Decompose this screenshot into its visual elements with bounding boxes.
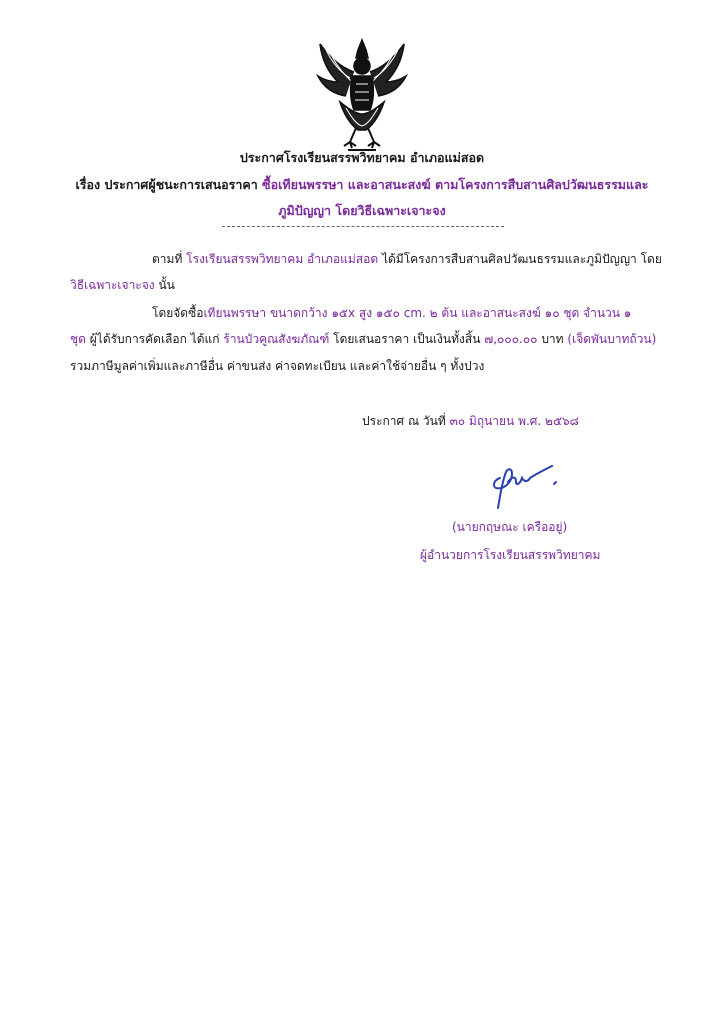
- p2-amount-words: (เจ็ดพันบาทถ้วน): [567, 332, 657, 346]
- p2-tax-note: รวมภาษีมูลค่าเพิ่มและภาษีอื่น ค่าขนส่ง ค่าจดทะเบียน และค่าใช้จ่ายอื่น ๆ ทั้งปวง: [70, 359, 485, 373]
- p2-currency: บาท: [537, 332, 568, 346]
- signatory-position: [420, 546, 600, 565]
- p2-prefix: โดยจัดซื้อ: [152, 306, 204, 320]
- date-prefix: ประกาศ ณ วันที่: [362, 414, 450, 428]
- announcement-title-text: ประกาศโรงเรียนสรรพวิทยาคม อำเภอแม่สอด: [239, 150, 485, 165]
- p1-end: นั้น: [154, 278, 175, 292]
- signatory-name-text: (นายกฤษณะ เครืออยู่): [452, 520, 568, 534]
- subject-line-continued: [40, 201, 684, 221]
- announcement-date-line: [362, 412, 579, 431]
- paragraph-1-line-1: [152, 250, 662, 269]
- p2-unit: ชุด: [70, 332, 86, 346]
- signatory-name: [452, 518, 567, 537]
- paragraph-2-line-1: [152, 304, 631, 323]
- p1-school-name: โรงเรียนสรรพวิทยาคม อำเภอแม่สอด: [186, 252, 379, 266]
- announcement-title: [40, 148, 684, 168]
- p2-items: เทียนพรรษา ขนาดกว้าง ๑๕x สูง ๑๕๐ cm. ๒ ต้น และอาสนะสงฆ์ ๑๐ ชุด จำนวน ๑: [203, 306, 632, 320]
- p1-suffix: ได้มีโครงการสืบสานศิลปวัฒนธรรมและภูมิปัญญา โดย: [378, 252, 662, 266]
- paragraph-2-line-2: [70, 330, 656, 349]
- garuda-emblem-icon: [312, 38, 412, 156]
- p1-prefix: ตามที่: [152, 252, 187, 266]
- p1-method: วิธีเฉพาะเจาะจง: [70, 278, 155, 292]
- p2-selected-label: ผู้ได้รับการคัดเลือก ได้แก่: [85, 332, 224, 346]
- signature-icon: [478, 462, 570, 510]
- p2-amount: ๗,๐๐๐.๐๐: [484, 332, 538, 346]
- subject-highlight: ซื้อเทียนพรรษา และอาสนะสงฆ์ ตามโครงการสืบสานศิลปวัฒนธรรมและ: [262, 177, 649, 192]
- signatory-position-text: ผู้อำนวยการโรงเรียนสรรพวิทยาคม: [420, 548, 601, 562]
- announcement-date: ๓๐ มิถุนายน พ.ศ. ๒๕๖๘: [449, 414, 579, 428]
- p2-vendor-name: ร้านบัวคูณสังฆภัณฑ์: [223, 332, 330, 346]
- paragraph-1-line-2: [70, 276, 175, 295]
- subject-line: [40, 175, 684, 195]
- paragraph-2-line-3: [70, 357, 484, 376]
- header-divider: [222, 226, 504, 227]
- subject-prefix: เรื่อง ประกาศผู้ชนะการเสนอราคา: [75, 177, 263, 192]
- subject-line-continued-text: ภูมิปัญญา โดยวิธีเฉพาะเจาะจง: [278, 203, 446, 218]
- p2-price-label: โดยเสนอราคา เป็นเงินทั้งสิ้น: [329, 332, 485, 346]
